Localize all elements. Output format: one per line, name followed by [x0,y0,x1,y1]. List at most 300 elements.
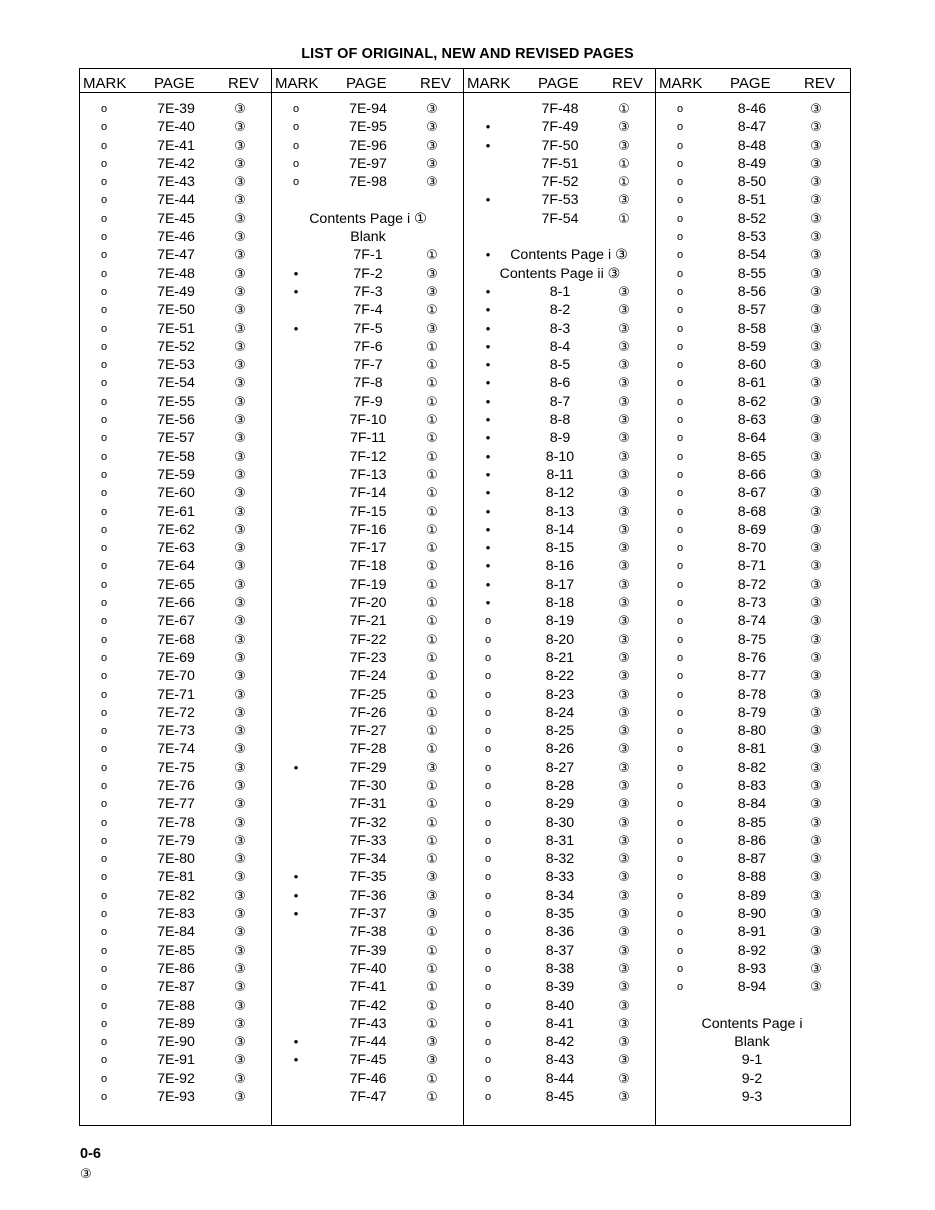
page-number: 7E-61 [157,503,195,520]
revision-number: ① [426,631,438,647]
original-mark: o [676,706,684,719]
page-number: 8-58 [737,320,767,337]
page-number: 7F-54 [541,210,579,227]
revised-mark: • [293,869,299,885]
table-row [464,338,655,356]
header-mark: MARK [467,75,511,92]
original-mark: o [100,871,108,884]
revision-number: ① [426,613,438,629]
table-row [80,301,271,319]
page-number: 8-7 [549,393,571,410]
original-mark: o [484,761,492,774]
revision-number: ① [426,448,438,464]
page-number: 8-79 [737,704,767,721]
table-row [656,503,849,521]
page-number: 7E-64 [157,558,195,575]
page-number: 8-44 [545,1070,575,1087]
table-row [80,832,271,850]
table-row [272,265,463,283]
revision-number: ③ [618,466,630,482]
table-row [656,868,849,886]
original-mark: o [100,816,108,829]
page-number: 7E-60 [157,485,195,502]
table-row [656,686,849,704]
original-mark: o [484,944,492,957]
table-row [656,777,849,795]
revised-mark: • [485,338,491,354]
original-mark: o [484,981,492,994]
table-column-1 [80,69,272,1125]
original-mark: o [100,853,108,866]
original-mark: o [676,688,684,701]
page-number: 7F-13 [349,466,387,483]
page-number: 8-9 [549,430,571,447]
table-row [80,1051,271,1069]
table-row [656,649,849,667]
revision-number: ③ [234,1089,246,1105]
table-row [272,320,463,338]
revised-mark: • [485,393,491,409]
column-rows [80,100,271,1106]
original-mark: o [484,1017,492,1030]
table-row [464,539,655,557]
revision-number: ③ [618,1089,630,1105]
original-mark: o [676,121,684,134]
revision-number: ③ [234,668,246,684]
original-mark: o [676,432,684,445]
page-number: 7E-78 [157,814,195,831]
page-number: 8-59 [737,338,767,355]
original-mark: o [100,176,108,189]
page-number: 7F-27 [349,723,387,740]
table-row [464,228,655,246]
revision-number: ③ [234,283,246,299]
page-number: 7E-77 [157,796,195,813]
revision-number: ③ [810,174,822,190]
revision-number: ① [426,723,438,739]
page-number: 7F-22 [349,631,387,648]
page-number: 7E-63 [157,540,195,557]
revision-number: ① [426,741,438,757]
original-mark: o [100,395,108,408]
table-row [656,448,849,466]
original-mark: o [676,926,684,939]
page-number: 8-76 [737,649,767,666]
table-row [656,832,849,850]
table-row [272,393,463,411]
page-number: 8-46 [737,101,767,117]
revision-number: ③ [810,668,822,684]
revision-number: ① [426,979,438,995]
page-number: 7F-8 [353,375,383,392]
revision-number: ③ [618,704,630,720]
table-row [272,759,463,777]
page-number: 7E-89 [157,1015,195,1032]
table-row [80,265,271,283]
page-number: 7E-40 [157,119,195,136]
table-row [464,722,655,740]
table-row [656,612,849,630]
table-row [80,1033,271,1051]
page-number: 7F-16 [349,521,387,538]
original-mark: o [100,1054,108,1067]
revision-number: ① [426,503,438,519]
revision-number: ③ [810,777,822,793]
revision-number: ③ [810,832,822,848]
page-number: 7F-36 [349,887,387,904]
section-entry: Contents Page ii ③ [499,265,621,282]
page-number: 7E-81 [157,869,195,886]
revision-number: ③ [426,906,438,922]
table-row [464,191,655,209]
table-row [464,594,655,612]
revision-number: ③ [234,375,246,391]
page-number: 7F-9 [353,393,383,410]
page-number: 7E-56 [157,412,195,429]
table-row [656,1015,849,1033]
revision-number: ③ [234,979,246,995]
table-row [272,283,463,301]
table-row [656,704,849,722]
page-number: 8-22 [545,668,575,685]
table-row [464,356,655,374]
table-row [80,887,271,905]
revision-number: ① [618,174,630,190]
page-number: 7E-55 [157,393,195,410]
table-row [656,155,849,173]
original-mark: o [100,212,108,225]
original-mark: o [676,322,684,335]
revision-number: ① [426,595,438,611]
revision-number: ③ [234,119,246,135]
revision-number: ③ [810,101,822,116]
original-mark: o [100,633,108,646]
table-row [464,850,655,868]
section-entry: Contents Page i ① [309,210,427,227]
revised-mark: • [293,906,299,922]
original-mark: o [100,542,108,555]
table-row [464,576,655,594]
original-mark: o [100,725,108,738]
original-mark: o [484,1036,492,1049]
table-row [464,484,655,502]
table-row [464,868,655,886]
page-number: 7E-59 [157,466,195,483]
page-number: 8-64 [737,430,767,447]
table-row [80,100,271,118]
page-number: 7E-66 [157,595,195,612]
page-number: 7E-95 [349,119,387,136]
table-row [464,283,655,301]
page-number: 7E-62 [157,521,195,538]
revision-number: ① [426,357,438,373]
revision-number: ③ [618,320,630,336]
revision-number: ③ [234,613,246,629]
revision-number: ③ [810,814,822,830]
revision-number: ③ [810,869,822,885]
page-number: 8-80 [737,723,767,740]
page-number: 7F-34 [349,851,387,868]
table-row [272,374,463,392]
page-number: 8-26 [545,741,575,758]
section-entry: 9-2 [741,1070,763,1087]
revision-number: ③ [810,759,822,775]
table-row [272,686,463,704]
revision-number: ③ [426,1052,438,1068]
table-row [80,191,271,209]
revision-number: ③ [618,1070,630,1086]
revision-number: ③ [426,119,438,135]
revised-mark: • [293,887,299,903]
original-mark: o [100,834,108,847]
page-number: 8-14 [545,521,575,538]
page-number: 8-37 [545,942,575,959]
page-number: 8-77 [737,668,767,685]
revision-number: ③ [618,357,630,373]
table-row [80,740,271,758]
table-row [272,1051,463,1069]
revision-number: ③ [426,320,438,336]
revision-number: ① [426,851,438,867]
footer-page-number: 0-6 [80,1146,101,1162]
original-mark: o [100,889,108,902]
page-number: 8-45 [545,1089,575,1106]
column-rows [464,100,655,1106]
revision-number: ③ [234,155,246,171]
table-row [80,137,271,155]
original-mark: o [676,505,684,518]
revision-number: ③ [426,887,438,903]
table-row [272,1015,463,1033]
table-row [464,1033,655,1051]
original-mark: o [676,176,684,189]
page-number: 8-69 [737,521,767,538]
revision-number: ① [426,375,438,391]
header-page: PAGE [346,75,387,92]
page-number: 8-63 [737,412,767,429]
page-number: 8-55 [737,265,767,282]
revision-number: ③ [618,814,630,830]
original-mark: o [676,523,684,536]
original-mark: o [100,487,108,500]
revision-number: ③ [810,942,822,958]
original-mark: o [100,340,108,353]
original-mark: o [100,560,108,573]
page-title: LIST OF ORIGINAL, NEW AND REVISED PAGES [301,46,634,62]
table-row [80,868,271,886]
page-number: 7F-20 [349,595,387,612]
page-number: 7F-6 [353,338,383,355]
page-number: 8-90 [737,906,767,923]
table-row [464,448,655,466]
page-number: 7F-52 [541,174,579,191]
revision-number: ① [426,466,438,482]
table-row [656,320,849,338]
page-number: 8-66 [737,466,767,483]
page-number: 8-18 [545,595,575,612]
table-row [464,100,655,118]
original-mark: o [676,944,684,957]
original-mark: o [484,926,492,939]
page-number: 8-3 [549,320,571,337]
table-row [80,1015,271,1033]
revision-number: ③ [426,265,438,281]
page-number: 7F-41 [349,979,387,996]
table-row [464,411,655,429]
page-number: 7E-97 [349,155,387,172]
revision-number: ③ [810,283,822,299]
table-row [272,191,463,209]
original-mark: o [676,633,684,646]
table-row [656,722,849,740]
original-mark: o [100,743,108,756]
page-number: 8-52 [737,210,767,227]
revision-number: ③ [618,137,630,153]
page-number: 8-48 [737,137,767,154]
page-number: 7F-17 [349,540,387,557]
original-mark: o [100,908,108,921]
page-number: 7E-47 [157,247,195,264]
page-number: 8-61 [737,375,767,392]
table-row [80,594,271,612]
table-row [80,356,271,374]
revision-number: ③ [810,393,822,409]
revision-number: ③ [234,704,246,720]
page-number: 7E-65 [157,576,195,593]
original-mark: o [676,651,684,664]
original-mark: o [100,377,108,390]
table-row [80,722,271,740]
original-mark: o [100,706,108,719]
original-mark: o [100,103,108,115]
revision-number: ③ [234,814,246,830]
revision-number: ③ [234,485,246,501]
table-row [272,832,463,850]
header-mark: MARK [275,75,319,92]
page-number: 7F-10 [349,412,387,429]
page-number: 7F-45 [349,1052,387,1069]
header-page: PAGE [730,75,771,92]
original-mark: o [100,999,108,1012]
original-mark: o [484,670,492,683]
table-row [656,631,849,649]
revision-number: ③ [618,887,630,903]
original-mark: o [100,962,108,975]
footer-revision: ③ [80,1166,92,1181]
revision-number: ③ [810,558,822,574]
table-row [272,942,463,960]
revised-mark: • [485,192,491,208]
section-entry: Blank [350,229,386,246]
revision-number: ③ [810,192,822,208]
original-mark: o [100,139,108,152]
original-mark: o [100,450,108,463]
revision-number: ① [426,576,438,592]
page-number: 8-6 [549,375,571,392]
revision-number: ① [426,997,438,1013]
page-number: 7F-51 [541,155,579,172]
revision-number: ③ [810,741,822,757]
revised-mark: • [293,1052,299,1068]
original-mark: o [100,523,108,536]
page-number: 8-4 [549,338,571,355]
section-entry: Contents Page i [701,1015,803,1032]
table-row [272,594,463,612]
page-number: 7E-82 [157,887,195,904]
revision-number: ③ [234,466,246,482]
page-number: 8-81 [737,741,767,758]
table-row [656,393,849,411]
table-row [656,100,849,118]
table-row [656,411,849,429]
page-number: 7E-69 [157,649,195,666]
page-number: 8-68 [737,503,767,520]
revised-mark: • [485,320,491,336]
original-mark: o [100,670,108,683]
page-number: 7F-47 [349,1089,387,1106]
revision-number: ③ [618,485,630,501]
original-mark: o [676,414,684,427]
table-row [272,539,463,557]
revision-number: ③ [810,540,822,556]
revision-number: ① [426,302,438,318]
header-mark: MARK [659,75,703,92]
table-row [80,850,271,868]
table-row [464,173,655,191]
revision-number: ③ [810,631,822,647]
revision-number: ① [426,521,438,537]
table-row [80,118,271,136]
table-row [656,557,849,575]
original-mark: o [676,139,684,152]
page-number: 7F-50 [541,137,579,154]
revision-number: ① [426,338,438,354]
original-mark: o [484,706,492,719]
table-row [272,100,463,118]
page-number: 7F-19 [349,576,387,593]
original-mark: o [100,157,108,170]
table-row [464,155,655,173]
page-number: 8-10 [545,448,575,465]
page-number: 7E-80 [157,851,195,868]
original-mark: o [676,395,684,408]
table-row [272,1070,463,1088]
page-number: 7F-11 [349,430,386,447]
table-row [656,850,849,868]
table-row [464,905,655,923]
original-mark: o [100,231,108,244]
original-mark: o [676,853,684,866]
revision-number: ③ [234,137,246,153]
revision-number: ③ [810,448,822,464]
page-number: 7F-44 [349,1034,387,1051]
table-row [272,484,463,502]
page-number: 7E-51 [157,320,195,337]
table-row [272,850,463,868]
table-row [464,521,655,539]
page-number: 8-25 [545,723,575,740]
table-row [80,759,271,777]
page-number: 8-86 [737,832,767,849]
page-number: 8-83 [737,777,767,794]
table-row [80,612,271,630]
revised-mark: • [485,302,491,318]
table-row [80,411,271,429]
table-row [272,429,463,447]
revision-number: ③ [234,320,246,336]
revision-number: ③ [810,924,822,940]
table-row [464,777,655,795]
